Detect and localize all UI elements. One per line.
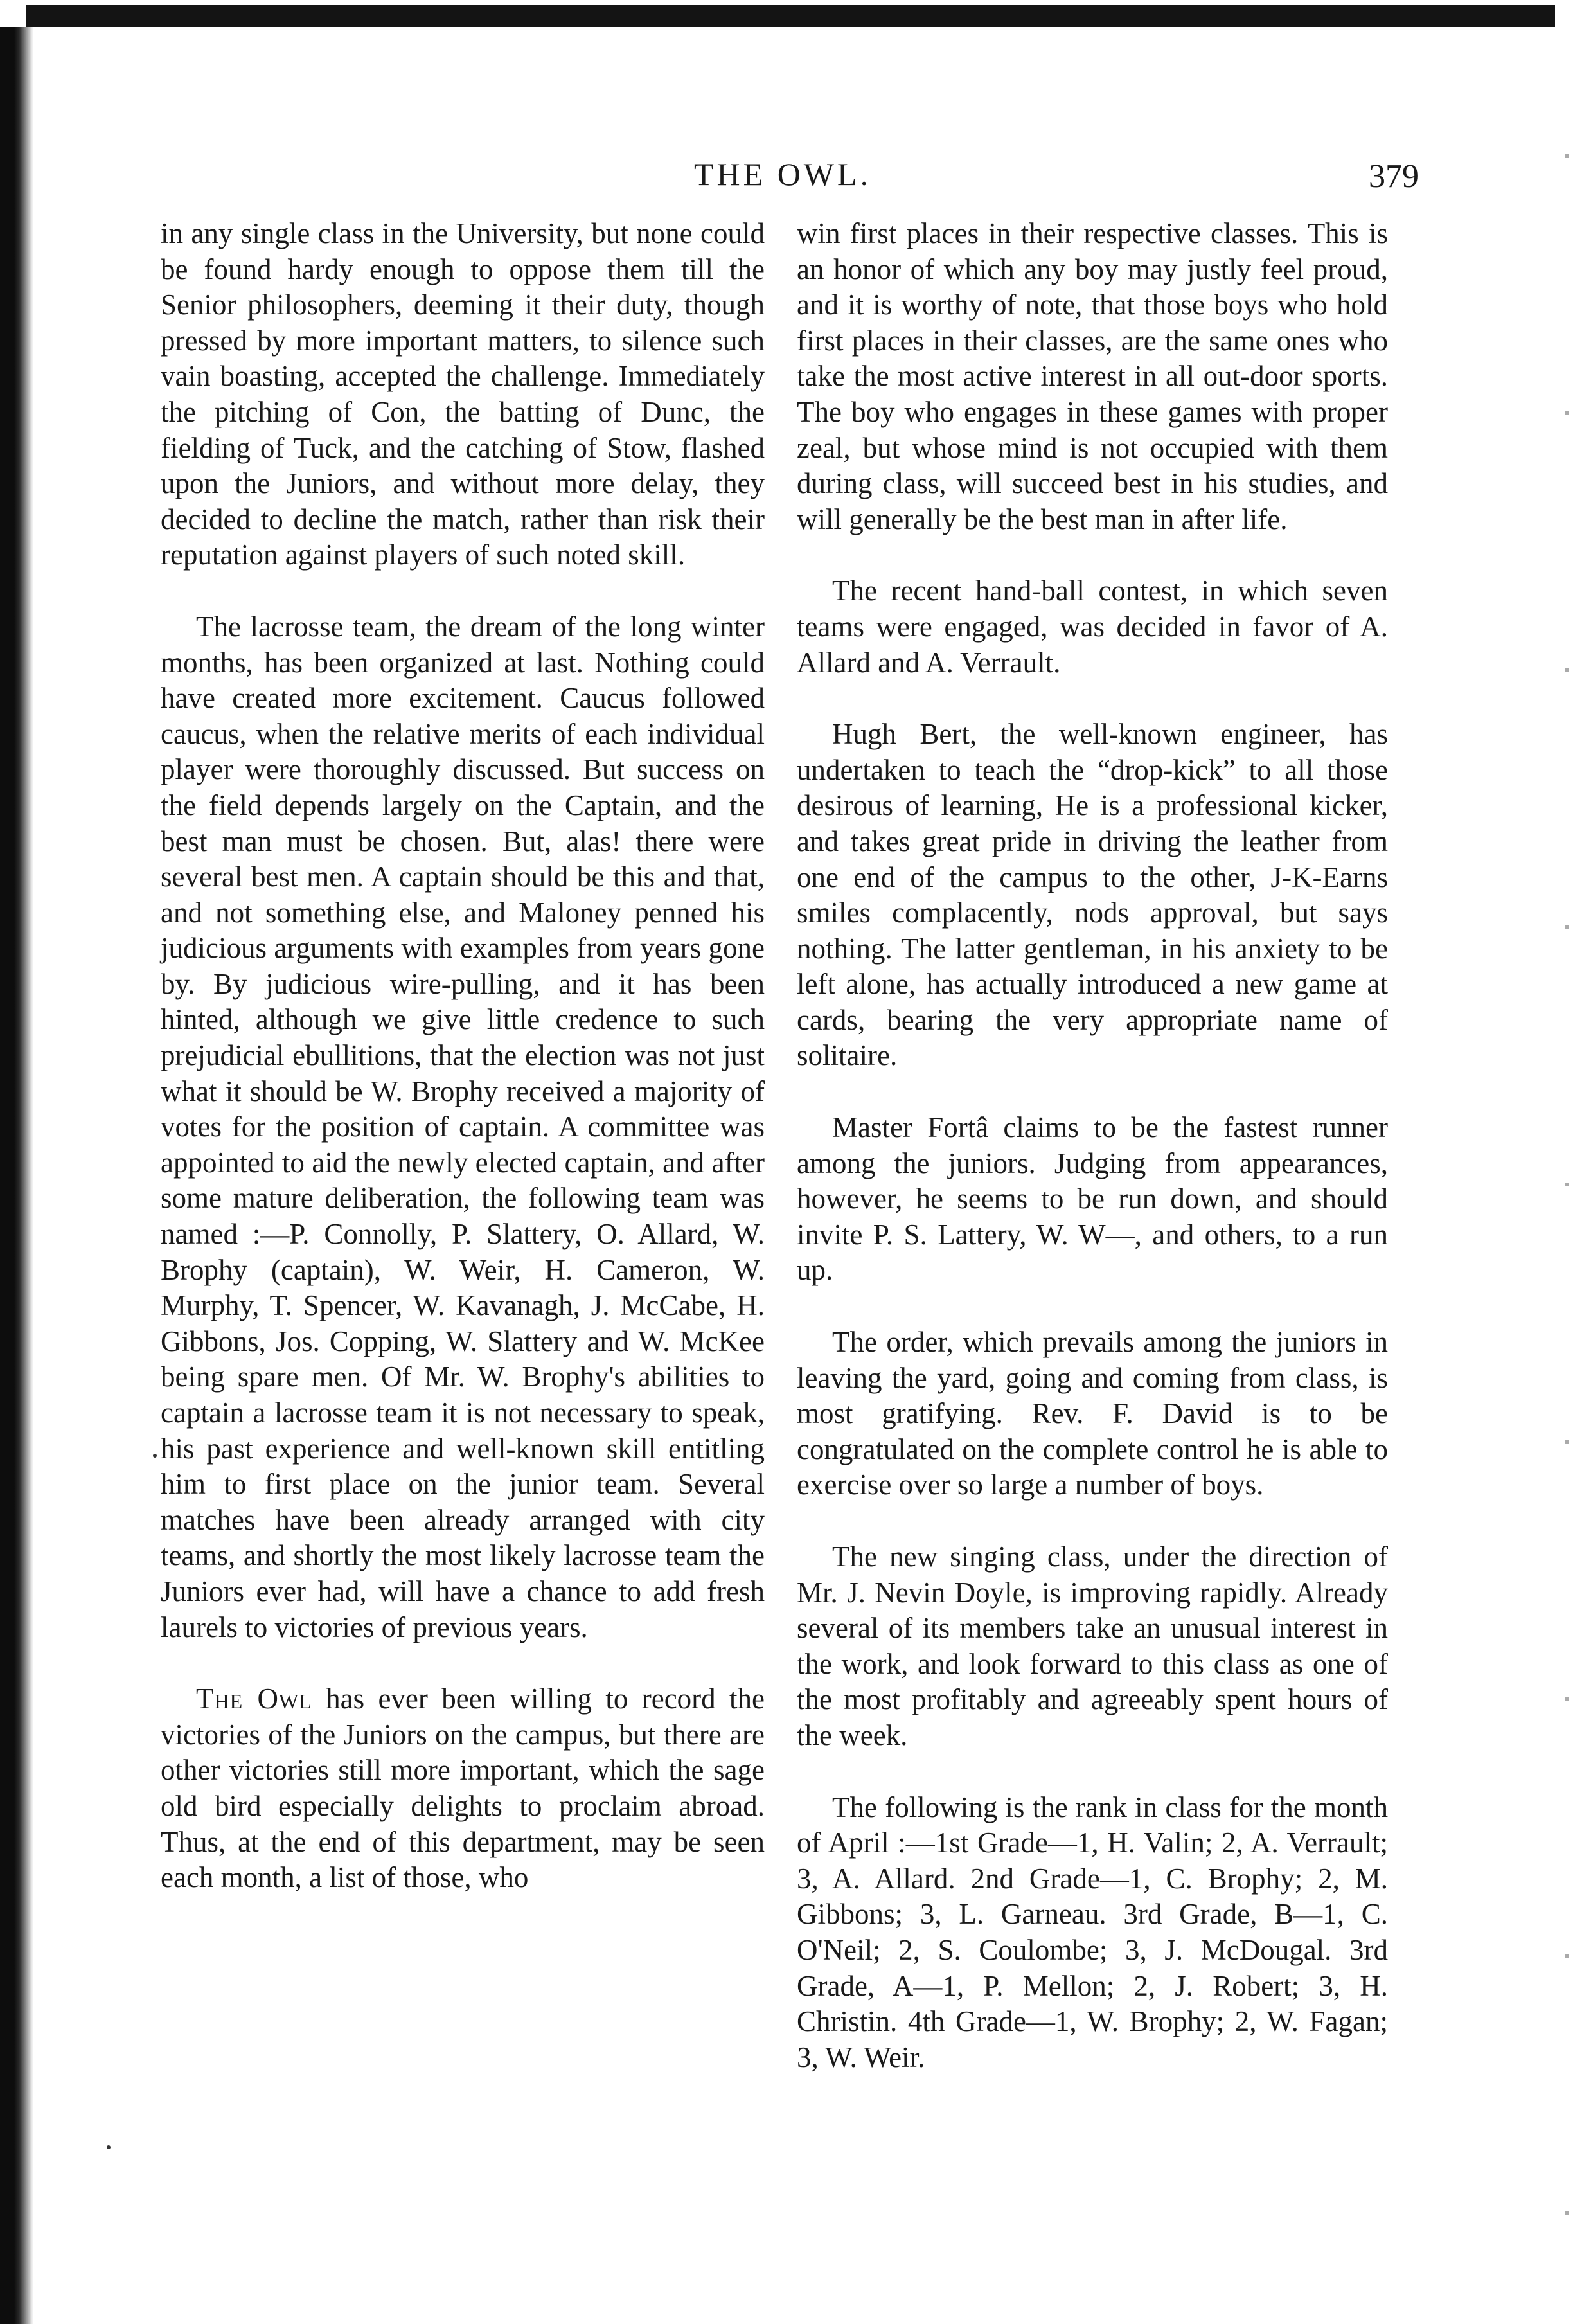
paragraph-baseball-challenge: in any single class in the University, but none could be found hardy enough to oppose them till the Senior philosophers, deeming it their duty, though pressed by more important matters, to silence such vain boasting, accepted the challenge. Immediately the pitching of Con, the batting of Dunc, the fielding of Tuck, and the catching of Stow, flashed upon the Juniors, and without more delay, they decided to decline the match, rather than risk their reputation against players of such noted skill. <box>161 217 765 571</box>
paragraph-first-places: win first places in their respective classes. This is an honor of which any boy may justly feel proud, and it is worthy of note, that those boys who hold first places in their classes, are the same ones who take the most active interest in all out-door sports. The boy who engages in these games with proper zeal, but whose mind is not occupied with them during class, will succeed best in his studies, and will generally be the best man in after life. <box>797 217 1388 535</box>
paragraph-lacrosse-team: The lacrosse team, the dream of the long winter months, has been organized at last. Nothing could have created more excitement. Caucus followed caucus, when the relative merits of each individual player were thoroughly discussed. But success on the field depends largely on the Captain, and the best man must be chosen. But, alas! there were several best men. A captain should be this and that, and not something else, and Maloney penned his judicious arguments with examples from years gone by. By judicious wire-pulling, and it has been hinted, although we give little credence to such prejudicial ebullitions, that the election was not just what it should be W. Brophy received a majority of votes for the position of captain. A committee was appointed to aid the newly elected captain, and after some mature deliberation, the following team was named :—P. Connolly, P. Slattery, O. Allard, W. Brophy (captain), W. Weir, H. Cameron, W. Murphy, T. Spencer, W. Kavanagh, J. McCabe, H. Gibbons, Jos. Copping, W. Slattery and W. McKee being spare men. Of Mr. W. Brophy's abilities to captain a lacrosse team it is not necessary to speak, his past experience and well-known skill entitling him to first place on the junior team. Several matches have been already arranged with city teams, and shortly the most likely lacrosse team the Juniors ever had, will have a chance to add fresh laurels to victories of previous years. <box>161 610 765 1643</box>
paragraph-hand-ball: The recent hand-ball contest, in which seven teams were engaged, was decided in favor of A. Allard and A. Verrault. <box>797 575 1388 679</box>
page-binding-edge <box>0 27 33 2324</box>
page-number: 379 <box>1369 158 1419 195</box>
right-column <box>797 216 1388 2075</box>
paragraph-drop-kick: Hugh Bert, the well-known engineer, has undertaken to teach the “drop-kick” to all those desirous of learning, He is a professional kicker, and takes great pride in driving the leather from one end of the campus to the other, J-K-Earns smiles complacently, nods approval, but says nothing. The latter gentleman, in his anxiety to be left alone, has actually introduced a new game at cards, bearing the very appropriate name of solitaire. <box>797 718 1388 1072</box>
paragraph-fastest-runner: Master Fortâ claims to be the fastest runner among the juniors. Judging from appearances, however, he seems to be run down, and should invite P. S. Lattery, W. W—, and others, to a run up. <box>797 1111 1388 1287</box>
owl-name: The Owl <box>196 1683 312 1715</box>
page-header <box>0 152 1582 210</box>
paragraph-singing-class: The new singing class, under the direction of Mr. J. Nevin Doyle, is improving rapidly. Already several of its members take an unusual interest in the work, and look forward to this class as one of the most profitably and agreeably spent hours of the week. <box>797 1541 1388 1751</box>
paragraph-class-rank: The following is the rank in class for the month of April :—1st Grade—1, H. Valin; 2, A. Verrault; 3, A. Allard. 2nd Grade—1, C. Brophy; 2, M. Gibbons; 3, L. Garneau. 3rd Grade, B—1, C. O'Neil; 2, S. Coulombe; 3, J. McDougal. 3rd Grade, A—1, P. Mellon; 2, J. Robert; 3, H. Christin. 4th Grade—1, W. Brophy; 2, W. Fagan; 3, W. Weir. <box>797 1791 1388 2073</box>
running-title: THE OWL. <box>694 156 872 192</box>
paragraph-owl-victories <box>161 1681 765 1896</box>
paragraph-owl-text: has ever been willing to record the victories of the Juniors on the campus, but there are other victories still more important, which the sage old bird especially delights to proclaim abroad. Thus, at the end of this department, may be seen each month, a list of those, who <box>161 1683 765 1894</box>
stray-mark <box>107 2145 111 2149</box>
stray-mark <box>153 1454 157 1458</box>
scan-specks <box>1565 39 1569 2288</box>
left-column <box>161 216 765 1896</box>
top-border-rule <box>26 5 1555 27</box>
paragraph-order: The order, which prevails among the juniors in leaving the yard, going and coming from class, is most gratifying. Rev. F. David is to be congratulated on the complete control he is able to exercise over so large a number of boys. <box>797 1326 1388 1501</box>
